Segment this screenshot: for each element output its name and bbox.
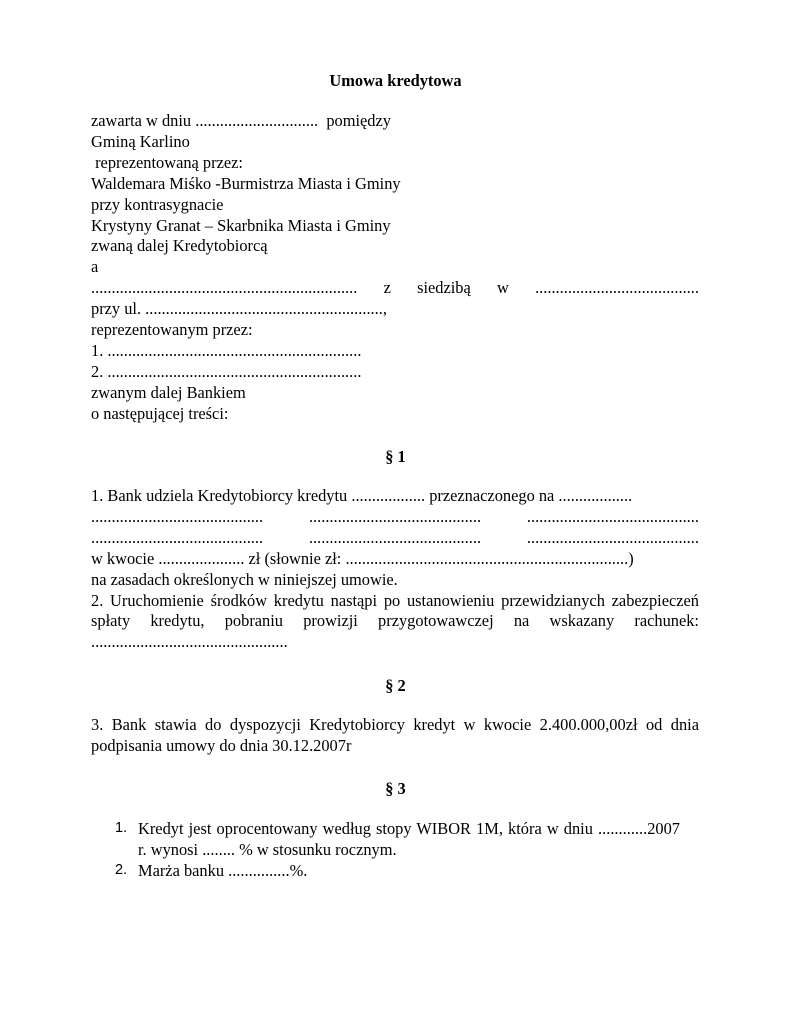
blank-field: .......................................... xyxy=(91,527,264,547)
section-heading: § 1 xyxy=(385,447,406,466)
parties-section xyxy=(91,111,711,425)
blank-field: .......................................... xyxy=(308,527,482,547)
section-heading: § 3 xyxy=(385,779,406,798)
blank-field: .......................................... xyxy=(526,506,699,526)
intro-word: siedzibą xyxy=(417,278,471,298)
intro-line: zawarta w dniu .............................. pomiędzy xyxy=(91,111,391,130)
section1-line: na zasadach określonych w niniejszej umowie. xyxy=(91,569,398,589)
intro-line: Gminą Karlino xyxy=(91,131,190,151)
section1-line: w kwocie ..................... zł (słownie zł: .....................................................................) xyxy=(91,548,634,568)
blank-line xyxy=(91,507,699,528)
intro-line: 2. .............................................................. xyxy=(91,361,362,381)
section1-body xyxy=(91,486,699,653)
blank-field: .......................................... xyxy=(526,527,699,547)
intro-line: Krystyny Granat – Skarbnika Miasta i Gminy xyxy=(91,215,391,235)
intro-word: w xyxy=(497,278,509,298)
intro-line: a xyxy=(91,257,99,277)
section1-paragraph: 2. Uruchomienie środków kredytu nastąpi po ustanowieniu przewidzianych zabezpieczeń spłaty kredytu, pobraniu prowizji przygotowawczej na wskazany rachunek: ................................................ xyxy=(91,590,699,652)
intro-line: zwanym dalej Bankiem xyxy=(91,382,246,402)
list-number: 2. xyxy=(115,862,128,878)
section-heading: § 2 xyxy=(385,676,406,695)
intro-line: o następującej treści: xyxy=(91,403,229,423)
document-title: Umowa kredytowa xyxy=(329,71,462,90)
list-item-text: Marża banku ...............%. xyxy=(138,861,308,880)
blank-field: ................................................................. xyxy=(91,278,358,298)
blank-field: .......................................... xyxy=(308,506,482,526)
list-number: 1. xyxy=(115,820,128,836)
list-item xyxy=(91,818,699,860)
intro-line: 1. .............................................................. xyxy=(91,340,362,360)
list-item xyxy=(91,860,699,881)
intro-line: przy ul. .........................................................., xyxy=(91,299,387,319)
bank-seat-line xyxy=(91,278,699,299)
intro-line: zwaną dalej Kredytobiorcą xyxy=(91,236,268,256)
section2-paragraph: 3. Bank stawia do dyspozycji Kredytobiorcy kredyt w kwocie 2.400.000,00zł od dnia podpisania umowy do dnia 30.12.2007r xyxy=(91,715,699,755)
section1-line: 1. Bank udziela Kredytobiorcy kredytu .................. przeznaczonego na .................. xyxy=(91,486,633,505)
intro-line: Waldemara Miśko -Burmistrza Miasta i Gminy xyxy=(91,173,401,193)
list-item-text: Kredyt jest oprocentowany według stopy WIBOR 1M, która w dniu ............2007 r. wynosi ........ % w stosunku rocznym. xyxy=(138,819,680,859)
blank-field: ........................................ xyxy=(535,278,699,298)
blank-line xyxy=(91,528,699,549)
intro-line: reprezentowanym przez: xyxy=(91,320,253,340)
blank-field: .......................................... xyxy=(91,506,264,526)
intro-line: przy kontrasygnacie xyxy=(91,194,224,214)
intro-line: reprezentowaną przez: xyxy=(91,152,243,172)
section3-list xyxy=(91,818,699,881)
intro-word: z xyxy=(383,278,391,298)
